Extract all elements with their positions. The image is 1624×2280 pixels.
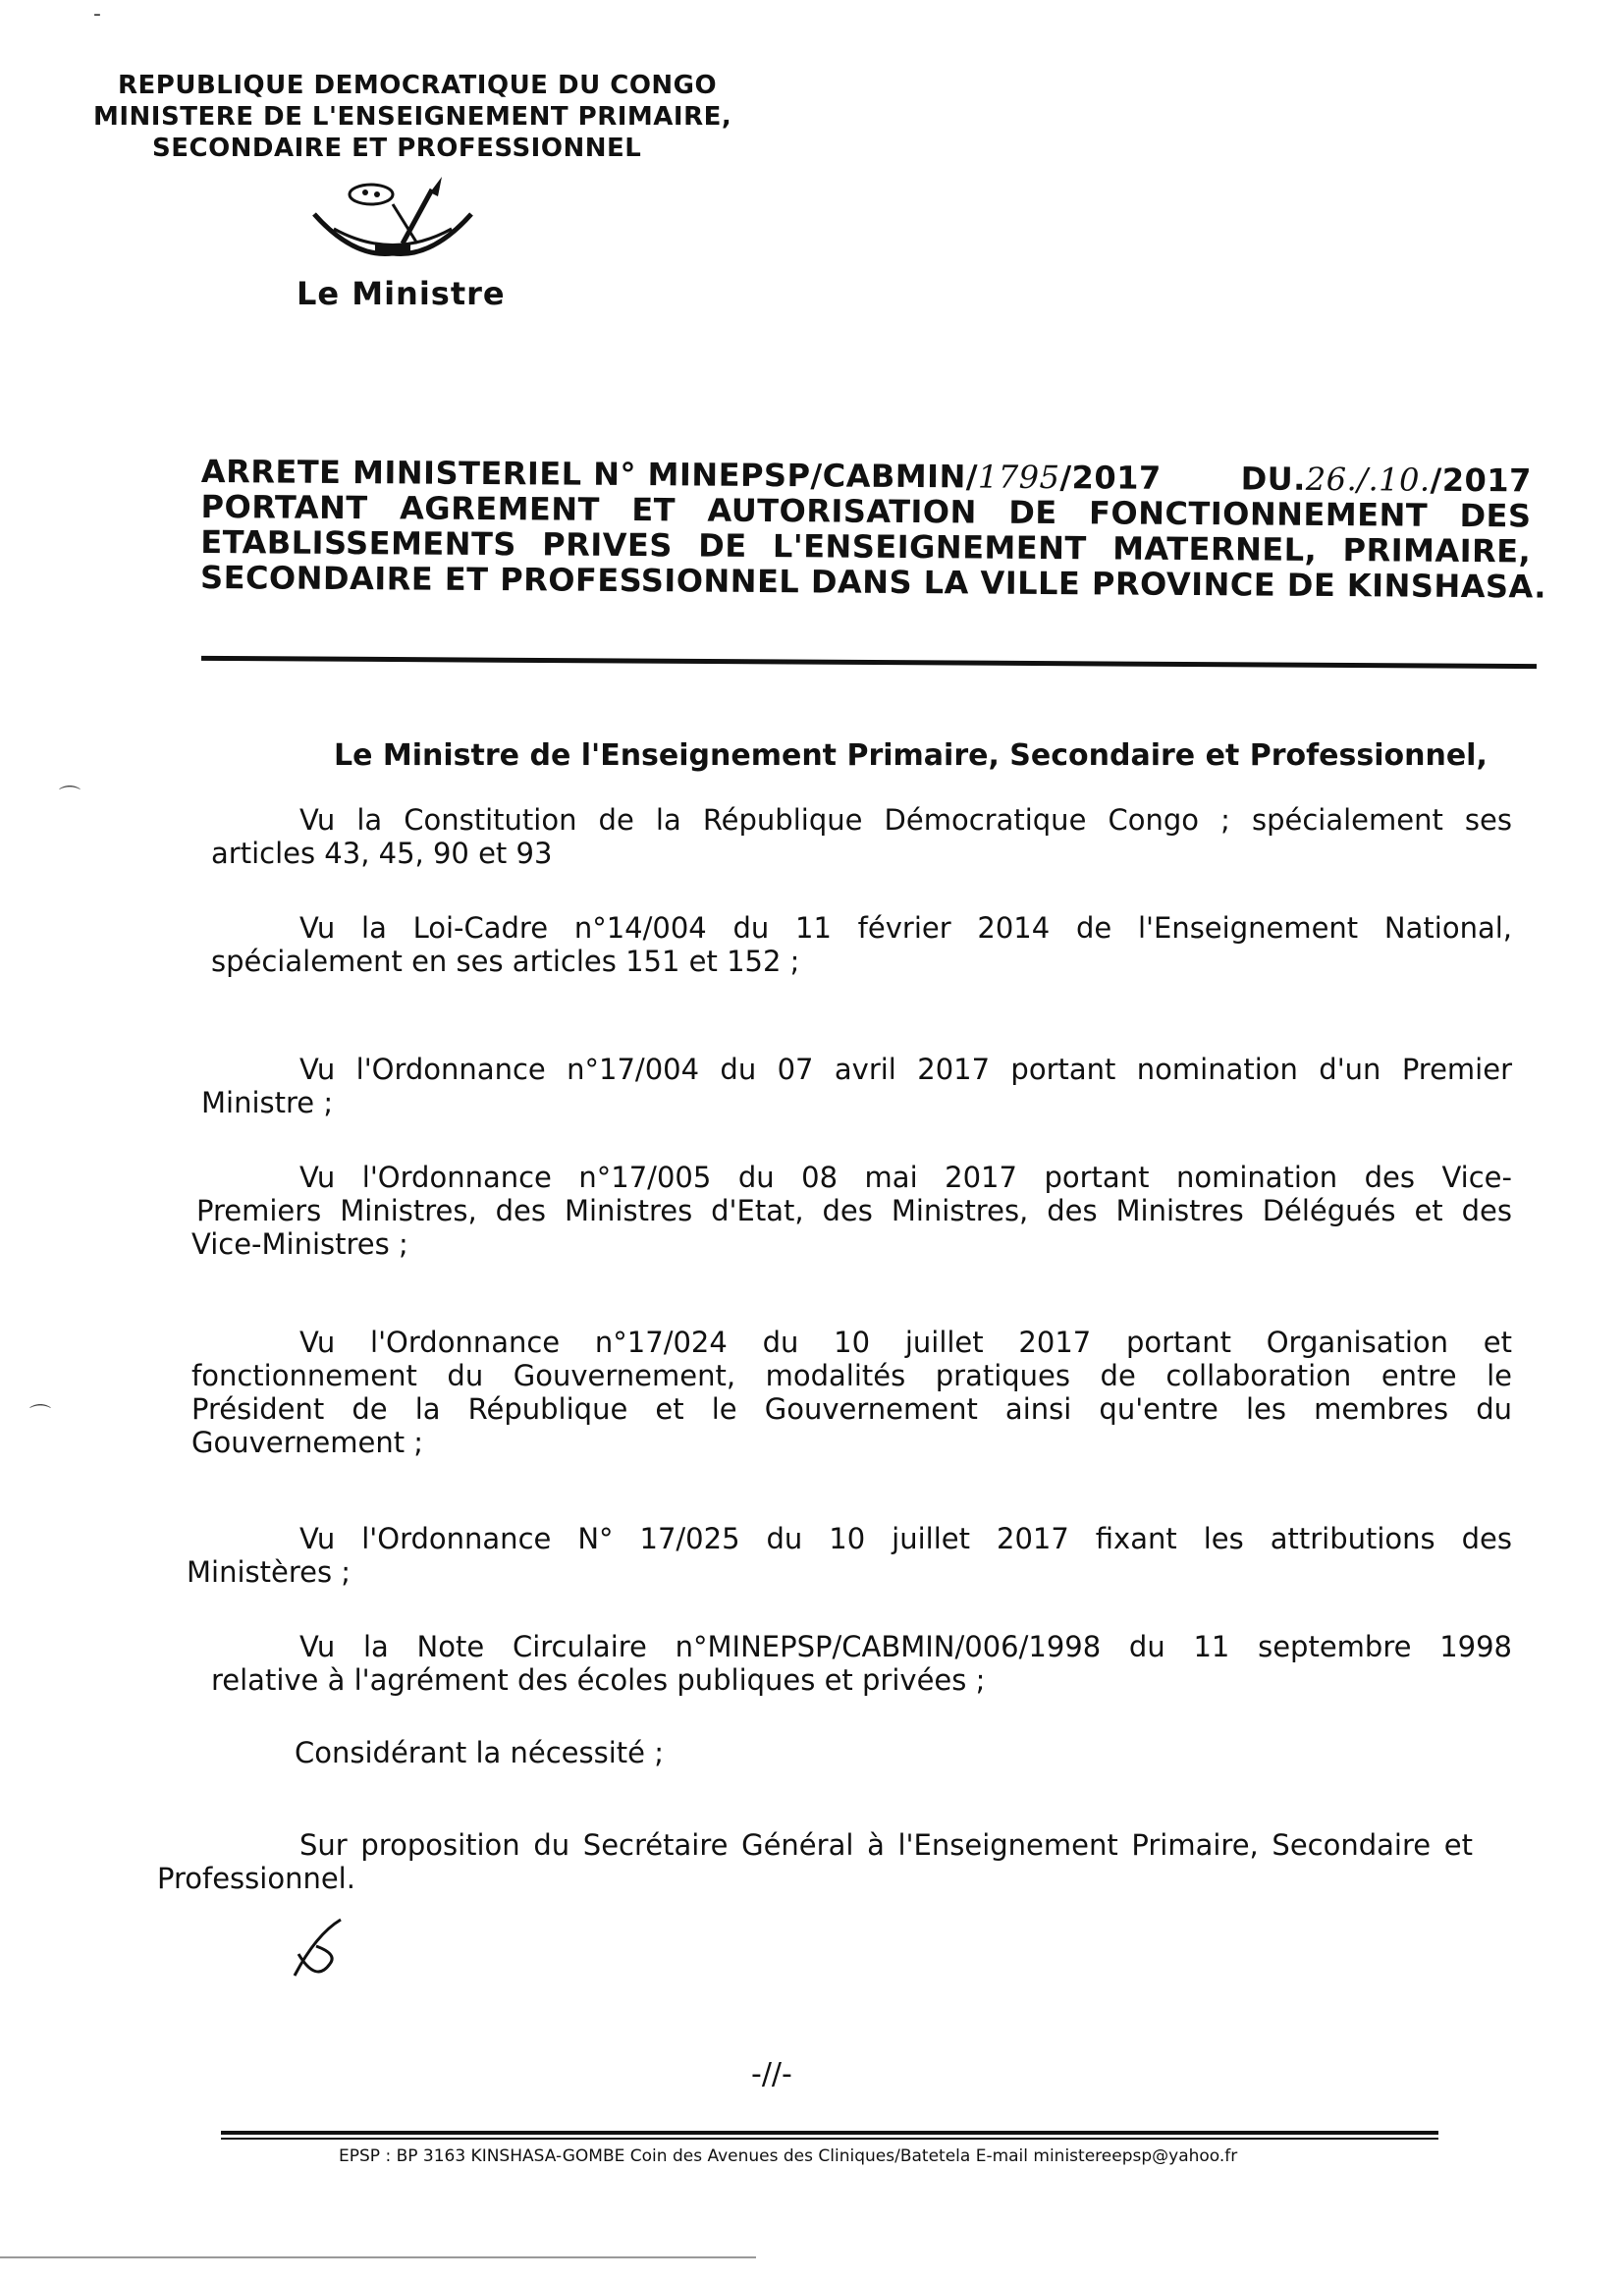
page-continuation-mark: -//- — [751, 2057, 792, 2091]
header-ministry-sub: SECONDAIRE ET PROFESSIONNEL — [152, 134, 642, 163]
title-du: DU. — [1240, 460, 1306, 498]
consideration-ordonnance-17-005: Vu l'Ordonnance n°17/005 du 08 mai 2017 portant nomination des Vice- Premiers Ministres, des Ministres d'Etat, des Ministres, des Ministres Délégués et des Vice-Ministres ; — [191, 1161, 1512, 1261]
title-line-3: ETABLISSEMENTS PRIVES DE L'ENSEIGNEMENT MATERNEL, PRIMAIRE, — [200, 522, 1532, 570]
margin-mark: ⌒ — [59, 786, 81, 810]
consideration-note-circulaire: Vu la Note Circulaire n°MINEPSP/CABMIN/006/1998 du 11 septembre 1998 relative à l'agrément des écoles publiques et privées ; — [211, 1630, 1512, 1697]
footer-rule — [221, 2131, 1438, 2135]
coat-of-arms-icon — [295, 175, 491, 263]
decree-title — [199, 453, 1547, 606]
header-republic: REPUBLIQUE DEMOCRATIQUE DU CONGO — [118, 71, 718, 100]
consideration-constitution: Vu la Constitution de la République Démocratique Congo ; spécialement ses articles 43, 45, 90 et 93 — [211, 803, 1512, 870]
title-line-4: SECONDAIRE ET PROFESSIONNEL DANS LA VILLE PROVINCE DE KINSHASA. — [199, 558, 1547, 606]
margin-mark: - — [93, 2, 101, 27]
scan-edge-line — [0, 2256, 756, 2258]
consideration-ordonnance-17-025: Vu l'Ordonnance N° 17/025 du 10 juillet 2017 fixant les attributions des Ministères ; — [187, 1522, 1512, 1589]
consideration-necessite: Considérant la nécessité ; — [295, 1736, 664, 1769]
consideration-ordonnance-17-004: Vu l'Ordonnance n°17/004 du 07 avril 2017 portant nomination d'un Premier Ministre ; — [201, 1053, 1512, 1119]
margin-mark: ⌒ — [29, 1404, 52, 1429]
header-ministry: MINISTERE DE L'ENSEIGNEMENT PRIMAIRE, — [93, 102, 732, 132]
consideration-proposition: Sur proposition du Secrétaire Général à l'Enseignement Primaire, Secondaire et Professionnel. — [157, 1828, 1473, 1895]
consideration-ordonnance-17-024: Vu l'Ordonnance n°17/024 du 10 juillet 2017 portant Organisation et fonctionnement du Gouvernement, modalités pratiques de collaboration entre le Président de la République et le Gouvernement ainsi qu'entre les membres du Gouvernement ; — [191, 1326, 1512, 1459]
handwritten-number: 1795 — [977, 458, 1060, 497]
title-year: /2017 — [1059, 459, 1162, 497]
title-underline — [201, 656, 1537, 669]
handwritten-initials-icon — [287, 1915, 355, 1983]
footer-rule-thin — [221, 2138, 1438, 2140]
consideration-loi-cadre: Vu la Loi-Cadre n°14/004 du 11 février 2014 de l'Enseignement National, spécialement en ses articles 151 et 152 ; — [211, 911, 1512, 978]
footer-address: EPSP : BP 3163 KINSHASA-GOMBE Coin des Avenues des Cliniques/Batetela E-mail ministereepsp@yahoo.fr — [339, 2146, 1238, 2166]
minister-label: Le Ministre — [297, 275, 506, 312]
title-line-2: PORTANT AGREMENT ET AUTORISATION DE FONCTIONNEMENT DES — [200, 487, 1532, 535]
opening-line: Le Ministre de l'Enseignement Primaire, Secondaire et Professionnel, — [334, 738, 1488, 773]
title-prefix: ARRETE MINISTERIEL N° MINEPSP/CABMIN/ — [200, 453, 979, 496]
title-year-2: /2017 — [1430, 461, 1532, 500]
handwritten-date: 26./.10. — [1305, 460, 1431, 499]
